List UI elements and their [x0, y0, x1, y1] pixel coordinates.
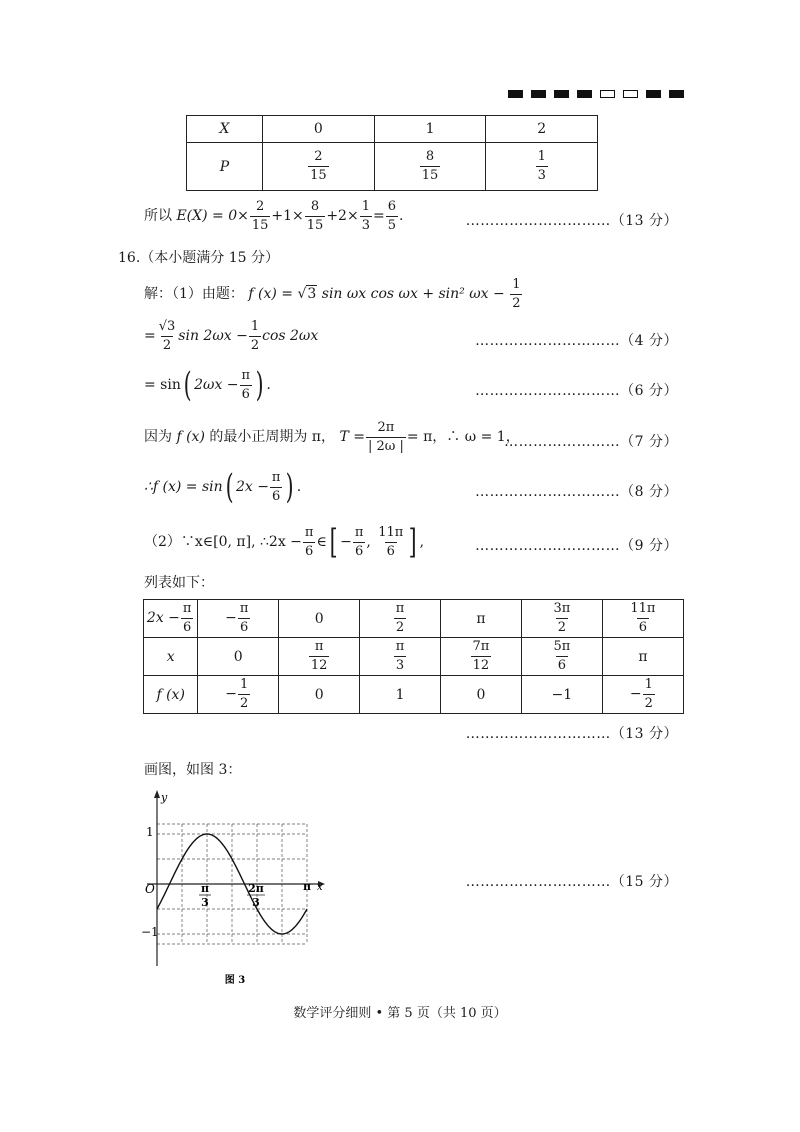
- table-cell: 1: [360, 676, 441, 714]
- table-cell: $\frac{\pi}{12}$: [279, 638, 360, 676]
- x-axis-label: x: [317, 882, 323, 893]
- table-head-p: P: [187, 143, 263, 191]
- table-cell: $\frac{7\pi}{12}$: [440, 638, 521, 676]
- table-cell: − $\frac{\pi}{6}$: [198, 600, 279, 638]
- table-cell: 0: [198, 638, 279, 676]
- table-cell: $\frac{11\pi}{6}$: [602, 600, 683, 638]
- y-axis-label: y: [161, 791, 168, 804]
- origin-label: O: [145, 882, 155, 896]
- page-mark: [669, 90, 684, 98]
- function-graph: [135, 784, 335, 989]
- distribution-table: [186, 115, 598, 191]
- x-tick-label: 2π: [248, 882, 264, 895]
- page-mark: [554, 90, 569, 98]
- figure-caption: 图 3: [224, 975, 246, 986]
- page-mark: [577, 90, 592, 98]
- score-4: …………………………（4 分）: [475, 333, 678, 349]
- score-13-table: …………………………（13 分）: [465, 726, 678, 742]
- table-cell: $\frac{\pi}{2}$: [360, 600, 441, 638]
- table-cell: −1: [521, 676, 602, 714]
- table-head: 2x − $\frac{\pi}{6}$: [144, 600, 198, 638]
- x-tick-label: 3: [201, 896, 209, 909]
- table-row: [144, 600, 684, 638]
- y-axis-arrow: [154, 790, 160, 798]
- page-mark: [508, 90, 523, 98]
- solution-line-5: ∴f (x) = sin( 2x − $\frac{\pi}{6}$ ) .: [144, 467, 302, 507]
- table-cell: $\frac{8}{15}$: [374, 143, 486, 191]
- score-6: …………………………（6 分）: [475, 383, 678, 399]
- score-8: …………………………（8 分）: [475, 484, 678, 500]
- x-tick-label: 3: [252, 896, 260, 909]
- solution-line-6: （2）∵x∈[0, π], ∴2x − $\frac{\pi}{6}$ ∈[ − $\frac{\pi}{6}$ , $\frac{11\pi}{6}$ ] ,: [144, 522, 425, 562]
- x-tick-label: π: [200, 882, 210, 895]
- page-mark: [600, 90, 615, 98]
- table-cell: π: [602, 638, 683, 676]
- y-tick-label: 1: [146, 825, 154, 839]
- page-mark: [623, 90, 638, 98]
- table-cell: π: [440, 600, 521, 638]
- table-cell: $\frac{\pi}{3}$: [360, 638, 441, 676]
- x-tick-label: π: [302, 880, 312, 893]
- solution-line-3: = sin( 2ωx − $\frac{\pi}{6}$ ) .: [144, 365, 271, 405]
- y-tick-label: −1: [141, 925, 159, 939]
- table-cell: 2: [486, 116, 598, 143]
- table-cell: $\frac{3\pi}{2}$: [521, 600, 602, 638]
- score-7: ……………………（7 分）: [504, 434, 678, 450]
- page-mark: [646, 90, 661, 98]
- page-footer: 数学评分细则 • 第 5 页（共 10 页）: [293, 1006, 507, 1021]
- solution-line-1: 解：（1）由题： f (x) = √3 sin ωx cos ωx + sin² ωx − $\frac{1}{2}$: [144, 277, 521, 311]
- score-13: …………………………（13 分）: [465, 213, 678, 229]
- table-label: 列表如下：: [144, 575, 214, 591]
- solution-line-4: 因为 f (x) 的最小正周期为 π， T = $\frac{2\pi}{| 2\omega |}$ = π，∴ ω = 1，: [144, 420, 520, 454]
- draw-label: 画图，如图 3：: [144, 762, 242, 778]
- table-head: f (x): [144, 676, 198, 714]
- table-cell: − $\frac{1}{2}$: [602, 676, 683, 714]
- table-cell: 0: [440, 676, 521, 714]
- solution-line-2: = $\frac{√3}{2}$ sin 2ωx − $\frac{1}{2}$ cos 2ωx: [144, 319, 319, 353]
- table-cell: 0: [279, 600, 360, 638]
- table-cell: 0: [279, 676, 360, 714]
- page-marks: [508, 90, 684, 98]
- table-head: x: [144, 638, 198, 676]
- values-table: [143, 599, 684, 714]
- table-cell: − $\frac{1}{2}$: [198, 676, 279, 714]
- table-cell: $\frac{1}{3}$: [486, 143, 598, 191]
- question-title: 16.（本小题满分 15 分）: [118, 250, 279, 266]
- table-cell: $\frac{2}{15}$: [263, 143, 375, 191]
- table-cell: 0: [263, 116, 375, 143]
- expectation-line: 所以 E(X) = 0× $\frac{2}{15}$ +1× $\frac{8}{15}$ +2× $\frac{1}{3}$ = $\frac{6}{5}$ .: [144, 199, 404, 233]
- table-cell: $\frac{5\pi}{6}$: [521, 638, 602, 676]
- score-9: …………………………（9 分）: [475, 538, 678, 554]
- table-cell: 1: [374, 116, 486, 143]
- table-head-x: X: [187, 116, 263, 143]
- table-row: [144, 676, 684, 714]
- score-15: …………………………（15 分）: [465, 874, 678, 890]
- page-mark: [531, 90, 546, 98]
- table-row: [144, 638, 684, 676]
